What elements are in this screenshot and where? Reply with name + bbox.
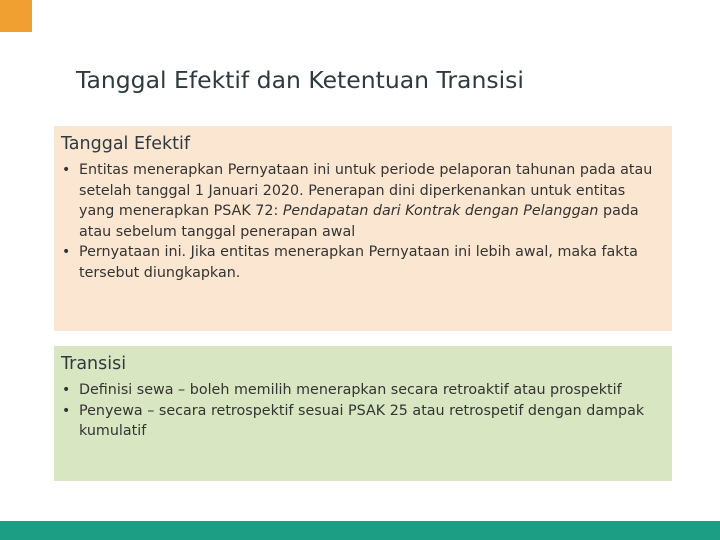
effective-date-heading: Tanggal Efektif — [61, 134, 190, 154]
slide-title: Tanggal Efektif dan Ketentuan Transisi — [76, 66, 524, 94]
bullet-icon: • — [62, 402, 71, 419]
transition-heading: Transisi — [61, 354, 127, 374]
bullet-text: Pernyataan ini. Jika entitas menerapkan Pernyataan ini lebih awal, maka fakta tersebut diungkapkan. — [79, 244, 638, 281]
transition-bullet-2 — [61, 401, 664, 442]
effective-date-bullet-2 — [61, 242, 664, 283]
bullet-text: Penyewa – secara retrospektif sesuai PSAK 25 atau retrospetif dengan dampak kumulatif — [79, 402, 645, 439]
bullet-icon: • — [62, 244, 71, 260]
bullet-text-start: Entitas menerapkan Pernyataan ini untuk periode pelaporan tahunan pada atau setelah tanggal 1 Januari 2020. Penerapan dini diperkenankan untuk entitas yang menerapkan PSAK 72: — [79, 162, 653, 219]
transition-panel — [54, 346, 672, 481]
effective-date-bullet-1 — [61, 160, 664, 242]
effective-date-bullets — [61, 160, 664, 283]
transition-bullets — [61, 380, 664, 442]
bullet-icon: • — [62, 382, 71, 398]
transition-bullet-1 — [61, 380, 664, 401]
corner-accent — [0, 0, 32, 32]
bullet-icon: • — [62, 162, 71, 178]
footer-bar — [0, 521, 720, 540]
standard-title-italic: Pendapatan dari Kontrak dengan Pelanggan — [282, 203, 599, 219]
effective-date-panel — [54, 126, 672, 331]
bullet-text: Definisi sewa – boleh memilih menerapkan secara retroaktif atau prospektif — [79, 382, 622, 398]
bullet-text-end: pada atau sebelum tanggal penerapan awal — [79, 203, 639, 240]
